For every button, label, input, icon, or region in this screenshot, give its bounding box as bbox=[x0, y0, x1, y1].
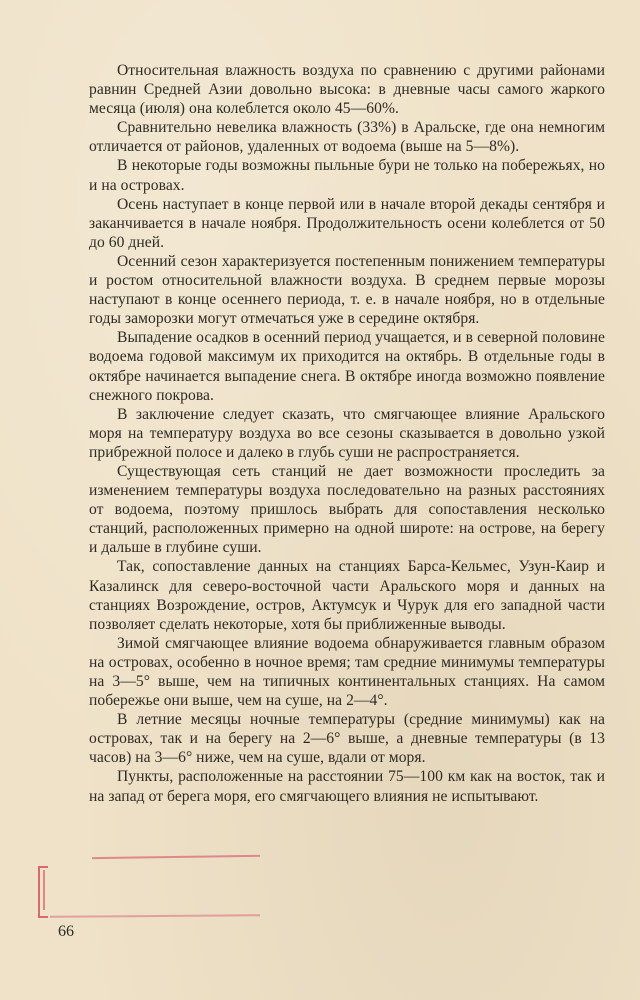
paragraph-autumn-precipitation: Выпадение осадков в осенний период учащается, и в северной половине водоема годовой максимум их приходится на октябрь. В отдельные годы в октябре начинается выпадение снега. В октябре иногда возможно появление снежного покрова. bbox=[89, 329, 605, 404]
paragraph-station-network: Существующая сеть станций не дает возможности проследить за изменением температуры воздуха последовательно на разных расстояниях от водоема, поэтому пришлось выбрать для сопоставления несколько станций, расположенных примерно на одной широте: на острове, на берегу и дальше в глубине суши. bbox=[89, 462, 605, 557]
paragraph-aralsk-humidity: Сравнительно невелика влажность (33%) в Аральске, где она немногим отличается от районов, удаленных от водоема (выше на 5—8%). bbox=[89, 119, 605, 156]
paragraph-summer-effect: В летние месяцы ночные температуры (средние минимумы) как на островах, так и на берегу на 2—6° выше, а дневные температуры (в 13 часов) на 3—6° ниже, чем на суше, вдали от моря. bbox=[89, 711, 605, 767]
paragraph-conclusion: В заключение следует сказать, что смягчающее влияние Аральского моря на температуру воздуха во все сезоны сказывается в довольно узкой прибрежной полосе и далеко в глубь суши не распространяется. bbox=[89, 405, 605, 461]
paragraph-autumn-start: Осень наступает в конце первой или в начале второй декады сентября и заканчивается в начале ноября. Продолжительность осени колеблется от 50 до 60 дней. bbox=[89, 195, 605, 251]
paragraph-humidity: Относительная влажность воздуха по сравнению с другими районами равнин Средней Азии довольно высока: в дневные часы самого жаркого месяца (июля) она колеблется около 45—60%. bbox=[89, 62, 605, 118]
pencil-bottom-line bbox=[50, 914, 260, 917]
pencil-margin-stroke bbox=[43, 870, 51, 910]
paragraph-dust-storms: В некоторые годы возможны пыльные бури не только на побережьях, но и на островах. bbox=[89, 157, 605, 194]
page-text-block bbox=[89, 61, 605, 806]
pencil-underline-mark bbox=[92, 855, 260, 859]
paragraph-autumn-season: Осенний сезон характеризуется постепенным понижением температуры и ростом относительной влажности воздуха. В среднем первые морозы наступают в конце осеннего периода, т. е. в начале ноября, но в отдельные годы заморозки могут отмечаться уже в середине октября. bbox=[89, 252, 605, 328]
page-number: 66 bbox=[58, 923, 74, 940]
paragraph-winter-effect: Зимой смягчающее влияние водоема обнаруживается главным образом на островах, особенно в ночное время; там средние минимумы температуры на 3—5° выше, чем на типичных континентальных станциях. На самом побережье они выше, чем на суше, на 2—4°. bbox=[89, 634, 605, 710]
paragraph-station-comparison: Так, сопоставление данных на станциях Барса-Кельмес, Узун-Каир и Казалинск для северо-восточной части Аральского моря и данных на станциях Возрождение, остров, Актумсук и Чурук для его западной части позволяет сделать некоторые, хотя бы приближенные выводы. bbox=[89, 558, 605, 633]
paragraph-inland-points: Пункты, расположенные на расстоянии 75—100 км как на восток, так и на запад от берега моря, его смягчающего влияния не испытывают. bbox=[89, 768, 605, 805]
